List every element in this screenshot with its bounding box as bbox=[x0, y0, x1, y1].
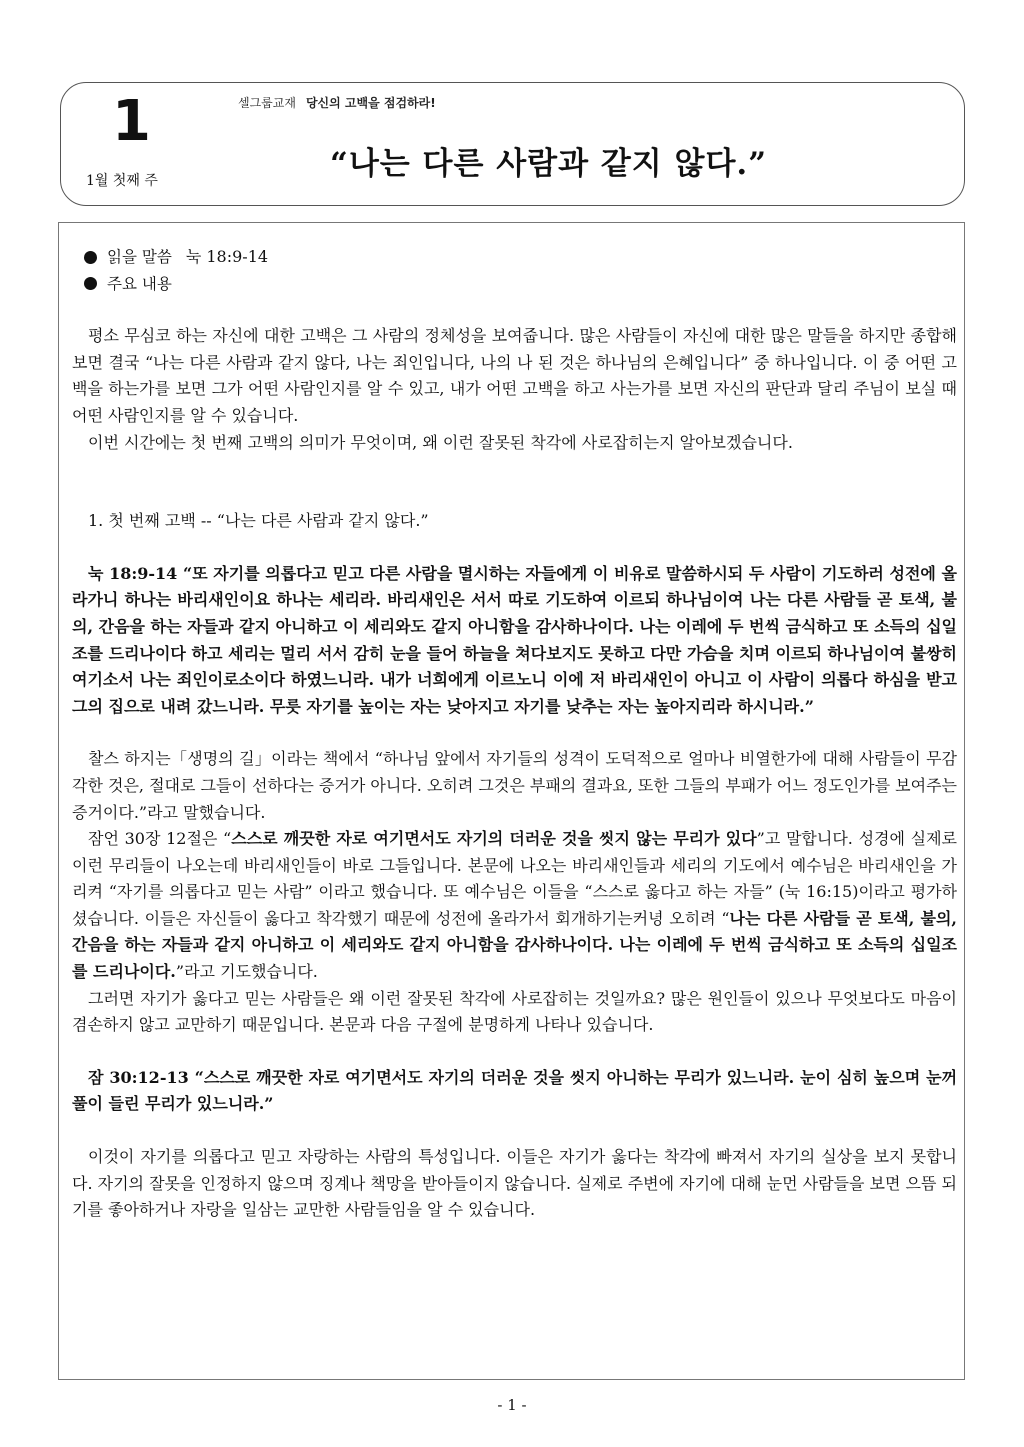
verse-1 bbox=[72, 561, 957, 721]
paragraph-5: 그러면 자기가 옳다고 믿는 사람들은 왜 이런 잘못된 착각에 사로잡히는 것일까요? 많은 원인들이 있으나 무엇보다도 마음이 겸손하지 않고 교만하기 때문입니다. 본문과 다음 구절에 분명하게 나타나 있습니다. bbox=[72, 988, 957, 1035]
paragraph-1: 평소 무심코 하는 자신에 대한 고백은 그 사람의 정체성을 보여줍니다. 많은 사람들이 자신에 대한 많은 말들을 하지만 종합해 보면 결국 “나는 다른 사람과 같지 않다, 나는 죄인입니다, 나의 나 된 것은 하나님의 은혜입니다” 중 하나입니다. 이 중 어떤 고백을 하는가를 보면 그가 어떤 사람인지를 알 수 있고, 내가 어떤 고백을 하고 사는가를 보면 자신의 판단과 달리 주님이 보실 때 어떤 사람인지를 알 수 있습니다. bbox=[72, 326, 957, 425]
bullet-icon bbox=[84, 251, 97, 264]
p4-quote-1: 스스로 깨끗한 자로 여기면서도 자기의 더러운 것을 씻지 않는 무리가 있다 bbox=[231, 829, 757, 849]
paragraph-3: 찰스 하지는「생명의 길」이라는 책에서 “하나님 앞에서 자기들의 성격이 도덕적으로 얼마나 비열한가에 대해 사람들이 무감각한 것은, 절대로 그들이 선하다는 증거가 아니다. 오히려 그것은 부패의 결과요, 또한 그들의 부패가 어느 정도인가를 보여주는 증거이다.”라고 말했습니다. bbox=[72, 749, 957, 822]
section-heading: 1. 첫 번째 고백 -- “나는 다른 사람과 같지 않다.” bbox=[88, 511, 429, 531]
p4-part-a: 잠언 30장 12절은 “ bbox=[88, 829, 232, 849]
verse-2 bbox=[72, 1065, 957, 1118]
paragraph-4 bbox=[72, 826, 957, 986]
series-line bbox=[238, 94, 436, 111]
verse-2-text: “스스로 깨끗한 자로 여기면서도 자기의 더러운 것을 씻지 아니하는 무리가 있느니라. 눈이 심히 높으며 눈꺼풀이 들린 무리가 있느니라.” bbox=[72, 1067, 958, 1114]
verse-2-ref: 잠 30:12-13 bbox=[88, 1067, 189, 1087]
verse-1-ref: 눅 18:9-14 bbox=[88, 563, 178, 583]
p4-quote-2: 나는 다른 사람들 곧 토색, 불의, 간음을 하는 자들과 같지 아니하고 이 세리와도 같지 아니함을 감사하나이다. 나는 이레에 두 번씩 금식하고 또 소득의 십일조를 드리나이다. bbox=[72, 908, 957, 982]
verse-1-text: “또 자기를 의롭다고 믿고 다른 사람을 멸시하는 자들에게 이 비유로 말씀하시되 두 사람이 기도하러 성전에 올라가니 하나는 바리새인이요 하나는 세리라. 바리새인은 서서 따로 기도하여 이르되 하나님이여 나는 다른 사람들 곧 토색, 불의, 간음을 하는 자들과 같지 아니하고 이 세리와도 같지 아니함을 감사하나이다. 나는 이레에 두 번씩 금식하고 또 소득의 십일조를 드리나이다 하고 세리는 멀리 서서 감히 눈을 들어 하늘을 쳐다보지도 못하고 다만 가슴을 치며 이르되 하나님이여 불쌍히 여기소서 나는 죄인이로소이다 하였느니라. 내가 너희에게 이르노니 이에 저 바리새인이 아니고 이 사람이 의롭다 하심을 받고 그의 집으로 내려 갔느니라. 무릇 자기를 높이는 자는 낮아지고 자기를 낮추는 자는 높아지리라 하시니라.” bbox=[72, 563, 957, 716]
main-content-label: 주요 내용 bbox=[107, 274, 172, 293]
reading-label: 읽을 말씀 bbox=[107, 248, 172, 266]
reading-ref: 눅 18:9-14 bbox=[185, 247, 269, 266]
page-title: “나는 다른 사람과 같지 않다.” bbox=[330, 146, 768, 182]
p4-part-c: ”고 말합니다. 성경에 실제로 이런 무리들이 나오는데 바리새인들이 바로 그들입니다. 본문에 나오는 바리새인들과 세리의 기도에서 예수님은 바리새인을 가리켜 “자기를 의롭다고 믿는 사람” 이라고 했습니다. 또 예수님은 이들을 “스스로 옳다고 하는 자들” (눅 16:15)이라고 평가하셨습니다. 이들은 자신들이 옳다고 착각했기 때문에 성전에 올라가서 회개하기는커녕 오히려 “ bbox=[72, 829, 958, 928]
page-number: - 1 - bbox=[497, 1396, 527, 1414]
main-content-line bbox=[72, 271, 957, 298]
paragraph-6: 이것이 자기를 의롭다고 믿고 자랑하는 사람의 특성입니다. 이들은 자기가 옳다는 착각에 빠져서 자기의 실상을 보지 못합니다. 자기의 잘못을 인정하지 않으며 징계나 책망을 받아들이지 않습니다. 실제로 주변에 자기에 대해 눈먼 사람들을 보면 으뜸 되기를 좋아하거나 자랑을 일삼는 교만한 사람들임을 알 수 있습니다. bbox=[72, 1147, 957, 1220]
p4-part-e: ”라고 기도했습니다. bbox=[175, 962, 318, 982]
lesson-number: 1 bbox=[112, 89, 151, 154]
paragraph-2: 이번 시간에는 첫 번째 고백의 의미가 무엇이며, 왜 이런 잘못된 착각에 사로잡히는지 알아보겠습니다. bbox=[88, 432, 793, 452]
week-label: 1월 첫째 주 bbox=[86, 173, 158, 189]
content-body bbox=[72, 244, 957, 1224]
series-name: 셀그룹교재 bbox=[238, 96, 296, 110]
series-title: 당신의 고백을 점검하라! bbox=[305, 96, 436, 110]
reading-line bbox=[72, 244, 957, 271]
bullet-icon bbox=[84, 277, 97, 290]
